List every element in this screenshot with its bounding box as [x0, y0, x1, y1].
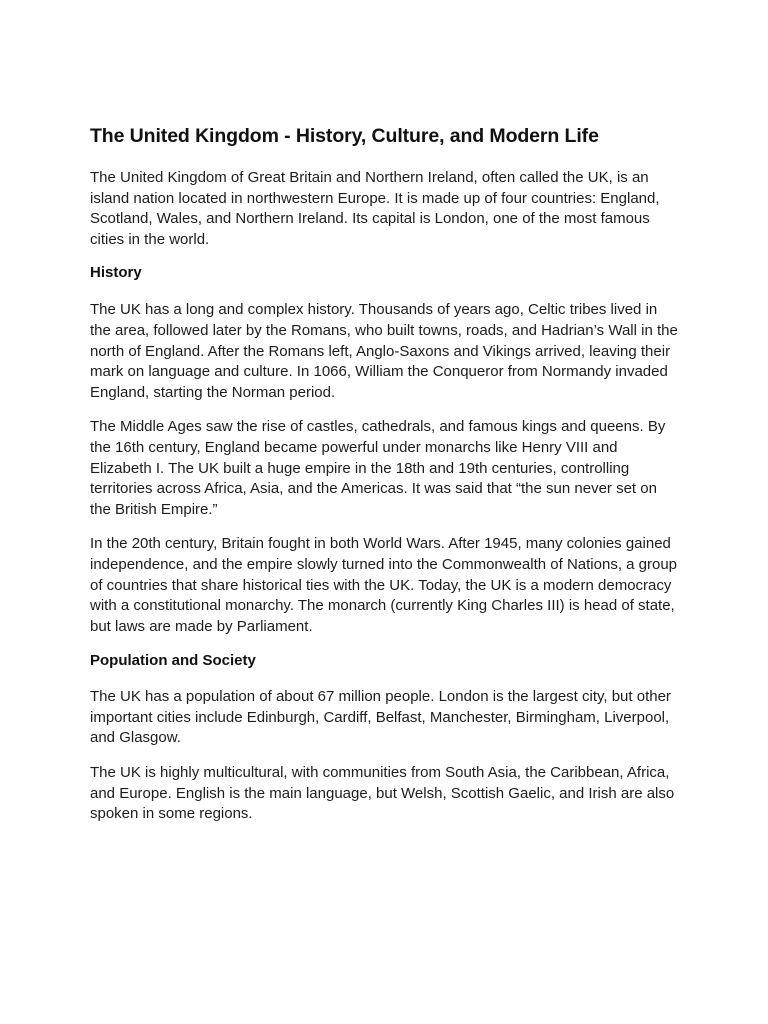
section-history [90, 263, 680, 637]
section-heading-history: History [90, 264, 142, 282]
intro-paragraph: The United Kingdom of Great Britain and Northern Ireland, often called the UK, is an island nation located in northwestern Europe. It is made up of four countries: England, Scotland, Wales, and Northern Ireland. Its capital is London, one of the most famous cities in the world. [90, 169, 660, 248]
section-heading-population: Population and Society [90, 652, 256, 670]
population-paragraph-1: The UK has a population of about 67 million people. London is the largest city, but other important cities include Edinburgh, Cardiff, Belfast, Manchester, Birmingham, Liverpool, and Glasgow. [90, 688, 671, 747]
document-title: The United Kingdom - History, Culture, and Modern Life [90, 125, 599, 147]
history-paragraph-3: In the 20th century, Britain fought in both World Wars. After 1945, many colonies gained independence, and the empire slowly turned into the Commonwealth of Nations, a group of countries that share historical ties with the UK. Today, the UK is a modern democracy with a constitutional monarchy. The monarch (currently King Charles III) is head of state, but laws are made by Parliament. [90, 535, 678, 635]
section-population-society [90, 651, 680, 825]
population-paragraph-2: The UK is highly multicultural, with communities from South Asia, the Caribbean, Africa, and Europe. English is the main language, but Welsh, Scottish Gaelic, and Irish are also spoken in some regions. [90, 764, 675, 823]
history-paragraph-2: The Middle Ages saw the rise of castles, cathedrals, and famous kings and queens. By the 16th century, England became powerful under monarchs like Henry VIII and Elizabeth I. The UK built a huge empire in the 18th and 19th centuries, controlling territories across Africa, Asia, and the Americas. It was said that “the sun never set on the British Empire.” [90, 418, 666, 518]
history-paragraph-1: The UK has a long and complex history. Thousands of years ago, Celtic tribes lived in the area, followed later by the Romans, who built towns, roads, and Hadrian’s Wall in the north of England. After the Romans left, Anglo-Saxons and Vikings arrived, leaving their mark on language and culture. In 1066, William the Conqueror from Normandy invaded England, starting the Norman period. [90, 301, 678, 401]
